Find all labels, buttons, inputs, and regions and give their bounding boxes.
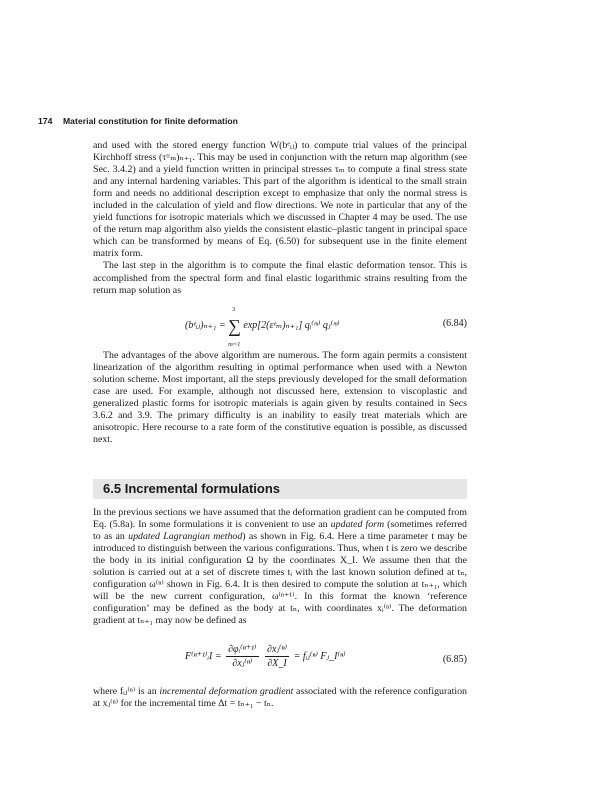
chapter-title: Material constitution for finite deformation	[62, 116, 238, 126]
eq-685-lhs: F⁽ⁿ⁺¹⁾ᵢI =	[185, 650, 222, 662]
eq-685-rhs: = fᵢⱼ⁽ⁿ⁾ Fⱼ_I⁽ⁿ⁾	[293, 650, 346, 662]
text-block-bottom	[93, 686, 467, 710]
running-head	[38, 116, 238, 126]
text-block-top	[93, 140, 467, 297]
paragraph-4: In the previous sections we have assumed that the deformation gradient can be computed from Eq. (5.8a). In some formulations it is convenient to use an updated form (sometimes referred to as an updated Lagrangian method) as shown in Fig. 6.4. Here a time parameter t may be introduced to distinguish between the various configurations. Thus, when t is zero we describe the body in its initial configuration Ω by the coordinates X_I. We assume then that the solution is carried out at a set of discrete times tᵢ with the last known solution defined at tₙ, configuration ω⁽ⁿ⁾ shown in Fig. 6.4. It is then desired to compute the solution at tₙ₊₁, which will be the new current configuration, ω⁽ⁿ⁺¹⁾. In this format the known ‘reference configuration’ may be defined as the body at tₙ, with coordinates xᵢ⁽ⁿ⁾. The deformation gradient at tₙ₊₁ may now be defined as	[93, 507, 468, 627]
paragraph-2: The last step in the algorithm is to compute the final elastic deformation tensor. This is accomplished from the spectral form and final elastic logarithmic strains resulting from the return map solution as	[93, 260, 467, 296]
section-title: Incremental formulations	[124, 481, 281, 496]
page-number: 174	[38, 116, 53, 126]
paragraph-3: The advantages of the above algorithm are numerous. The form again permits a consistent linearization of the algorithm resulting in optimal performance when used with a Newton solution scheme. Most important, all the steps previously developed for the small deformation case are used. For example, although not discussed here, extension to viscoplastic and generalized plastic forms for isotropic materials is again given by results contained in Secs 3.6.2 and 3.9. The primary difficulty is an inability to easily treat materials which are anisotropic. Here recourse to a rate form of the constitutive equation is possible, as discussed next.	[93, 350, 467, 446]
equation-number-6-85: (6.85)	[442, 654, 467, 665]
eq-684-rhs: exp[2(εᵉₘ)ₙ₊₁] qᵢ⁽ᵐ⁾ qⱼ⁽ᵐ⁾	[243, 320, 340, 331]
equation-6-84	[93, 306, 467, 346]
term-updated-form: updated form	[330, 519, 385, 531]
equation-6-85	[93, 640, 467, 682]
text-block-middle	[93, 350, 467, 446]
fraction-1: $\frac{\text{∂φᵢ⁽ⁿ⁺¹⁾}}{\text{∂xⱼ⁽ⁿ⁾}}$	[228, 644, 257, 669]
section-heading	[103, 481, 280, 496]
term-updated-lagrangian: updated Lagrangian method	[128, 531, 243, 543]
text-block-section	[93, 507, 467, 627]
fraction-2: $\frac{\text{∂xⱼ⁽ⁿ⁾}}{\partial X\_I}$	[267, 644, 288, 669]
equation-number-6-84: (6.84)	[442, 318, 467, 329]
term-incremental-deformation-gradient: incremental deformation gradient	[159, 686, 294, 697]
section-heading-bar	[93, 479, 467, 499]
eq-684-lhs: (bᵉᵢⱼ)ₙ₊₁ =	[185, 320, 226, 331]
paragraph-1: and used with the stored energy function W(bᵉᵢⱼ) to compute trial values of the principal Kirchhoff stress (τᵗʳₘ)ₙ₊₁. This may be used in conjunction with the return map algorithm (see Sec. 3.4.2) and a yield function written in principal stresses τₘ to compute a final stress state and any internal hardening variables. This part of the algorithm is identical to the small strain form and needs no additional description except to emphasize that only the normal stress is included in the calculation of yield and flow directions. We note in particular that any of the yield functions for isotropic materials which we discussed in Chapter 4 may be used. The use of the return map algorithm also yields the consistent elastic–plastic tangent in principal space which can be transformed by means of Eq. (6.50) for subsequent use in the finite element matrix form.	[93, 140, 467, 260]
paragraph-5: where fᵢⱼ⁽ⁿ⁾ is an incremental deformation gradient associated with the reference configuration at xⱼ⁽ⁿ⁾ for the incremental time Δt = tₙ₊₁ − tₙ.	[93, 686, 467, 710]
section-number: 6.5	[103, 481, 122, 496]
summation-symbol: ∑ 3 m=1	[228, 306, 241, 348]
